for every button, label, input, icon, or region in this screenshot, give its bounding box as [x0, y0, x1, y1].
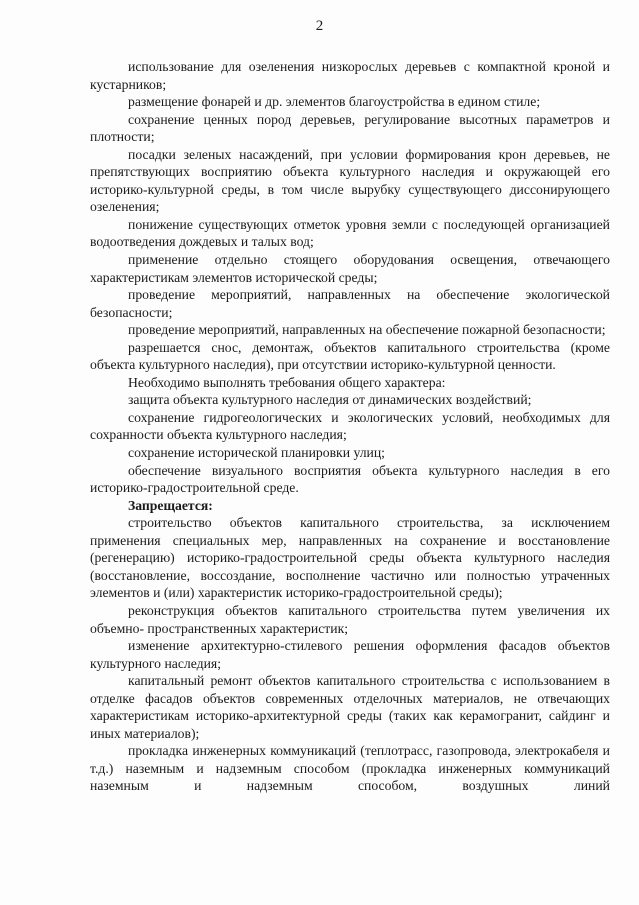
paragraph: использование для озеленения низкорослых деревьев с компактной кроной и кустарников;	[90, 59, 610, 92]
paragraph: применение отдельно стоящего оборудования освещения, отвечающего характеристикам элементов исторической среды;	[90, 252, 610, 285]
paragraph: сохранение исторической планировки улиц;	[128, 445, 385, 461]
paragraph: изменение архитектурно-стилевого решения оформления фасадов объектов культурного наследия;	[90, 638, 610, 671]
paragraph: прокладка инженерных коммуникаций (теплотрасс, газопровода, электрокабеля и т.д.) наземным и надземным способом (прокладка инженерных коммуникаций наземным и надземным способом, воздушных линий	[90, 743, 610, 794]
paragraph: обеспечение визуального восприятия объекта культурного наследия в его историко-градостроительной среде.	[90, 462, 610, 496]
document-body	[90, 58, 610, 795]
paragraph: защита объекта культурного наследия от динамических воздействий;	[128, 392, 532, 408]
paragraph: посадки зеленых насаждений, при условии формирования крон деревьев, не препятствующих восприятию объекта культурного наследия и окружающей его историко-культурной среды, в том числе вырубку существующего диссонирующего озеленения;	[90, 146, 610, 215]
paragraph: проведение мероприятий, направленных на обеспечение пожарной безопасности;	[128, 322, 606, 338]
paragraph: реконструкция объектов капитального строительства путем увеличения их объемно- пространственных характеристик;	[90, 602, 610, 636]
paragraph: проведение мероприятий, направленных на обеспечение экологической безопасности;	[90, 287, 610, 320]
paragraph: размещение фонарей и др. элементов благоустройства в едином стиле;	[128, 94, 541, 110]
paragraph: Необходимо выполнять требования общего характера:	[128, 374, 446, 390]
paragraph: сохранение гидрогеологических и экологических условий, необходимых для сохранности объекта культурного наследия;	[90, 409, 610, 443]
paragraph: разрешается снос, демонтаж, объектов капитального строительства (кроме объекта культурного наследия), при отсутствии историко-культурной ценности.	[90, 339, 610, 373]
paragraph: сохранение ценных пород деревьев, регулирование высотных параметров и плотности;	[90, 111, 610, 145]
section-heading: Запрещается:	[128, 497, 213, 513]
paragraph: понижение существующих отметок уровня земли с последующей организацией водоотведения дождевых и талых вод;	[90, 216, 610, 250]
paragraph: капитальный ремонт объектов капитального строительства с использованием в отделке фасадов объектов современных отделочных материалов, не отвечающих характеристикам историко-архитектурной среды (таких как керамогранит, сайдинг и иных материалов);	[90, 673, 610, 741]
paragraph: строительство объектов капитального строительства, за исключением применения специальных мер, направленных на сохранение и восстановление (регенерацию) историко-градостроительной среды объекта культурного наследия (восстановление, воссоздание, восполнение частично или полностью утраченных элементов и (или) характеристик историко-градостроительной среды);	[90, 515, 610, 601]
page-number: 2	[315, 18, 324, 34]
